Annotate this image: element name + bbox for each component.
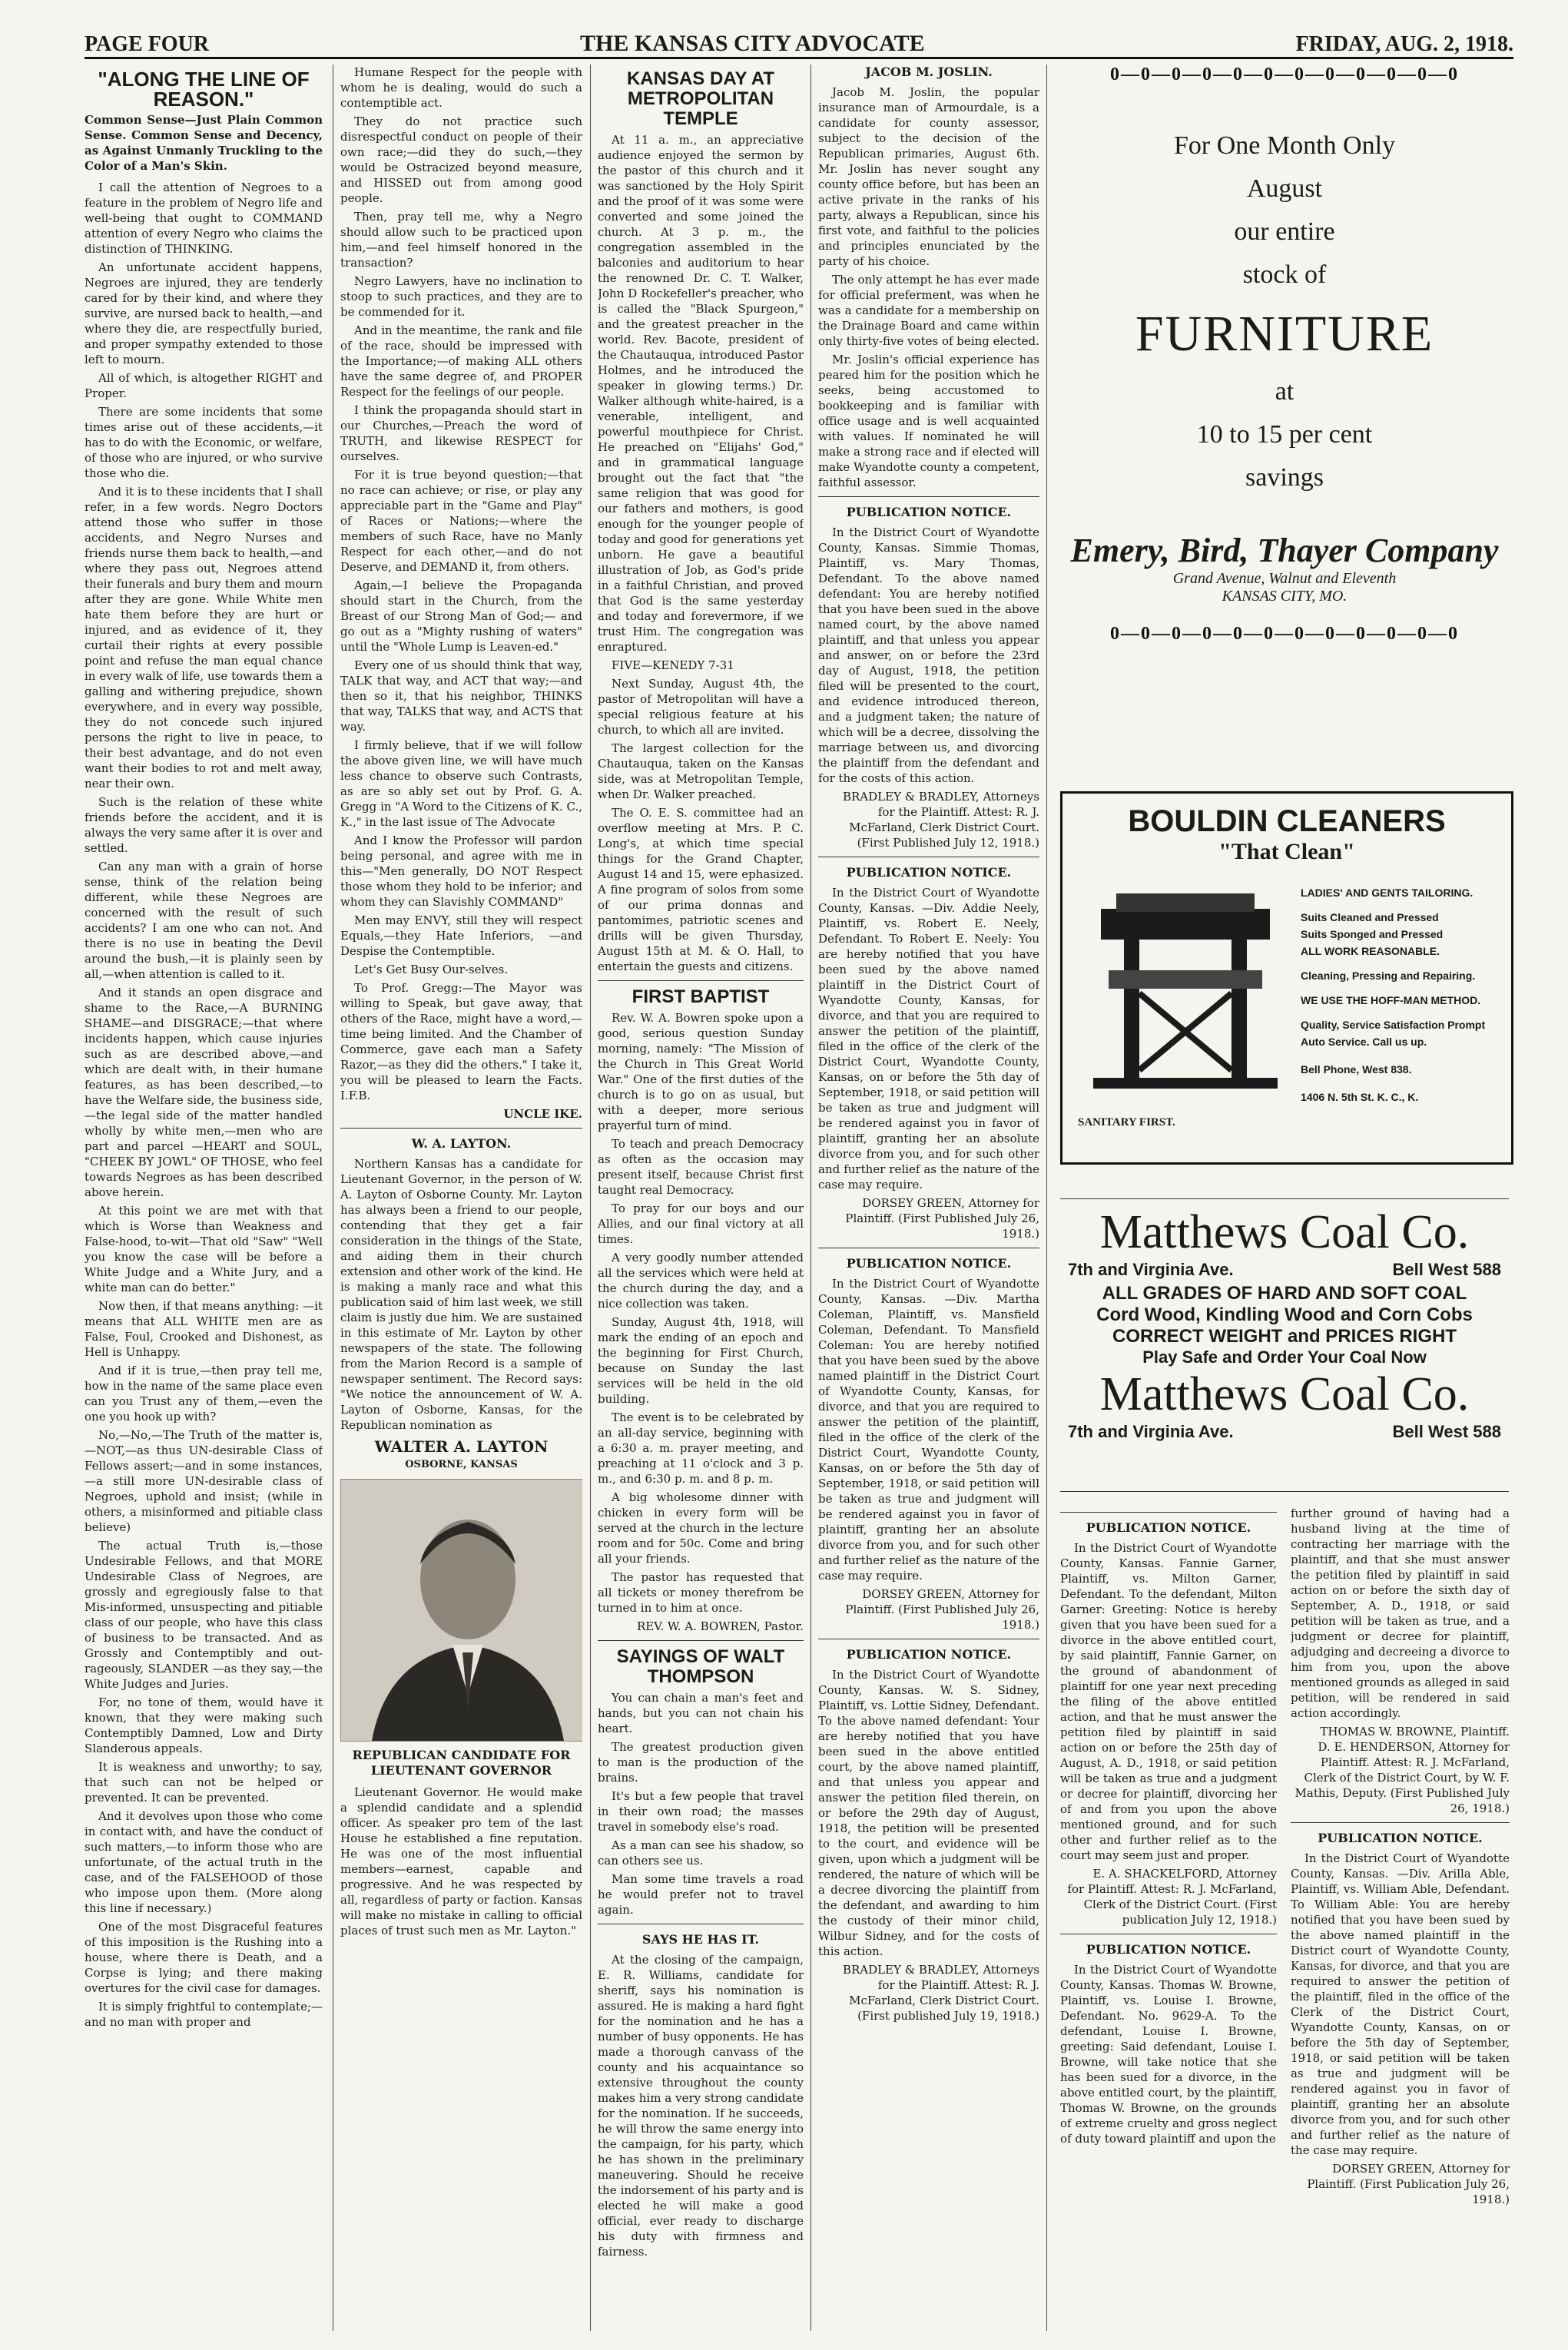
paragraph: Sunday, August 4th, 1918, will mark the ending of an epoch and the beginning for First Church, because on Sunday the last services will be held in the old building. xyxy=(598,1315,804,1406)
saying: As a man can see his shadow, so can others see us. xyxy=(598,1838,804,1868)
paragraph: At this point we are met with that which is Worse than Weakness and False-hood, to-wit—That old "Saw" "Well you know the case will be before a White Judge and a White Jury, and a white man can do better." xyxy=(85,1204,323,1294)
layton-portrait xyxy=(340,1479,582,1742)
layton-conclusion: Lieutenant Governor. He would make a splendid candidate and a splendid officer. As speaker pro tem of the last House he established a fine reputation. He was one of the most influential members—earnest, capable and progressive. And he was respected by all, regardless of party or faction. Kansas will make no mistake in calling to official places of trust such men as Mr. Layton." xyxy=(340,1785,582,1937)
paragraph: And it is to these incidents that I shall refer, in a few words. Negro Doctors attend those who suffer in those accidents, and Negro Nurses and friends nurse them back to health,—and where they pass out, Negroes attend their funerals and bury them and mourn after they are gone. While White men hate them before they are hurt or injured, and as evidence of it, they curtail their rights at every possible point and refuse the man equal chance in every walk of life, use towards them a galling and withering prejudice, shown everywhere, and in every way possible, they do not concede such injured persons the right to live in peace, to their best advantage, and do not even want their bodies to rot and melt away, near their own. xyxy=(85,485,323,791)
notice-headline: PUBLICATION NOTICE. xyxy=(846,865,1012,880)
notice-signature: BRADLEY & BRADLEY, Attorneys for the Plaintiff. Attest: R. J. McFarland, Clerk District Court. (First Published July 12, 1918.) xyxy=(842,790,1039,850)
paragraph: Let's Get Busy Our-selves. xyxy=(354,963,509,976)
ad-line: ALL WORK REASONABLE. xyxy=(1301,945,1440,957)
ad-line: Suits Sponged and Pressed xyxy=(1301,928,1444,940)
ad-address: 1406 N. 5th St. xyxy=(1301,1091,1374,1103)
paragraph: The only attempt he has ever made for official preferment, was when he was a candidate for a membership on the Drainage Board and came within only thirty-five votes of being elected. xyxy=(818,273,1039,348)
paragraph: To Prof. Gregg:—The Mayor was willing to Speak, but gave away, that others of the Race, might have a word,—time being limited. And the Chamber of Commerce, gave each man a Safety Razor,—as they did the others." I take it, you will be pleased to learn the Facts. I.F.B. xyxy=(340,981,582,1102)
ad-line: CORRECT WEIGHT and PRICES RIGHT xyxy=(1112,1326,1457,1347)
company-logo: Emery, Bird, Thayer Company xyxy=(1070,532,1499,569)
newspaper-title: THE KANSAS CITY ADVOCATE xyxy=(579,31,925,56)
sayings-body xyxy=(598,1690,804,1917)
pressing-machine-illustration xyxy=(1078,878,1293,1109)
first-baptist-headline: FIRST BAPTIST xyxy=(632,986,770,1007)
ad-line: LADIES' AND GENTS TAILORING. xyxy=(1301,887,1474,899)
notice-headline: PUBLICATION NOTICE. xyxy=(1318,1831,1483,1845)
article-subhead: Common Sense—Just Plain Common Sense. Common Sense and Decency, as Against Unmanly Truckling to the Color of a Man's Skin. xyxy=(85,113,323,173)
baptist-signoff: REV. W. A. BOWREN, Pastor. xyxy=(636,1619,804,1633)
paragraph: Such is the relation of these white friends before the accident, and it is always the very same after it is over and settled. xyxy=(85,795,323,855)
issue-date: FRIDAY, AUG. 2, 1918. xyxy=(1295,32,1513,56)
paragraph: And it devolves upon those who come in contact with, and have the conduct of such matters,—to inform those who are unfortunate, of the actual truth in the case, and of the FALSEHOOD of those who impose upon them. (More along this line if necessary.) xyxy=(85,1809,323,1915)
column-1 xyxy=(85,65,323,2331)
notice-headline: PUBLICATION NOTICE. xyxy=(846,1647,1012,1662)
notice-body: In the District Court of Wyandotte County, Kansas. —Div. Addie Neely, Plaintiff, vs. Robert E. Neely, Defendant. To Robert E. Neely: You are hereby notified that you have been sued by the above named plaintiff in the District Court of Wyandotte County, Kansas, for divorce, and that you are required to answer the petition of the plaintiff, filed in the office of the clerk of the District Court, Wyandotte County, Kansas, on or before the 5th day of September, 1918, or said petition will be taken as true and judgment will be rendered against you in favor of plaintiff, granting her an absolute divorce from you, and for such other and further relief as the nature of the case may require. xyxy=(818,886,1039,1192)
notice-headline: PUBLICATION NOTICE. xyxy=(1086,1520,1251,1535)
paragraph: A big wholesome dinner with chicken in every form will be served at the church in the lecture room and for 50c. Come and bring all your friends. xyxy=(598,1490,804,1566)
ad-line: 10 to 15 per cent xyxy=(1196,420,1373,449)
layton-body xyxy=(340,1156,582,1433)
notice-signature: DORSEY GREEN, Attorney for Plaintiff. (First Publication July 26, 1918.) xyxy=(1307,2162,1510,2206)
paragraph: It is simply frightful to contemplate;—and no man with proper and xyxy=(85,2000,323,2029)
paragraph: To teach and preach Democracy as often as the occasion may present itself, because Christ first taught real Democracy. xyxy=(598,1137,804,1197)
paragraph: At 11 a. m., an appreciative audience enjoyed the sermon by the pastor of this church and it was sanctioned by the Holy Spirit and the proof of it was some were converted and some joined the church. At 3 p. m., the congregation assembled in the balconies and auditorium to hear the renowned Dr. C. T. Walker, John D Rockefeller's preacher, who is called the "Black Spurgeon," and the greatest preacher in the world. Rev. Bacote, president of the Chautauqua, introduced Pastor Holmes, and he introduced the speaker in glowing terms.) Dr. Walker although white-haired, is a venerable, intelligent, and powerful mouthpiece for Christ. He preached on "Elijahs' God," and in grammatical language brought out the fact that "the same religion that was good for our fathers and mothers, is good enough for the younger people of today and good for generations yet unborn. He gave a beautiful illustration of Job, as God's pride in a faithful Christian, and proved that God is the same yesterday and today and forevermore, if we trust Him. The congregation was enraptured. xyxy=(598,133,804,654)
notice-body: In the District Court of Wyandotte County, Kansas. W. S. Sidney, Plaintiff, vs. Lottie Sidney, Defendant. To the above named defendant: Your are hereby notified that you have been sued in the above entitled court, by the above named plaintiff, and that unless you appear and answer the petition filed therein, on or before the 29th day of August, 1918, the petition will be presented to the court, and evidence will be given, upon which a judgment will be rendered, the nature of which will be a decree divorcing the plaintiff from the defendant, and awarding to him the custody of their minor child, Wilbur Sidney, and for the costs of this action. xyxy=(818,1668,1039,1958)
divider xyxy=(1060,1512,1277,1513)
masthead xyxy=(85,31,1513,59)
ad-line: WE USE THE HOFF-MAN METHOD. xyxy=(1301,994,1481,1006)
ad-title: BOULDIN CLEANERS xyxy=(1128,804,1446,838)
saying: It's but a few people that travel in their own road; the masses travel in somebody else's road. xyxy=(598,1789,804,1834)
paragraph: For, no tone of them, would have it known, that they were making such Contemptibly Damned, Low and Dirty Slanderous appeals. xyxy=(85,1695,323,1755)
paragraph: Every one of us should think that way, TALK that way, and ACT that way;—and then so it, that his neighbor, THINKS that way, TALKS that way, and ACTS that way. xyxy=(340,658,582,734)
ad-line: For One Month Only xyxy=(1173,131,1396,160)
paragraph: And if it is true,—then pray tell me, how in the name of the same place even can you Trust any of them,—even the one you hook up with? xyxy=(85,1364,323,1424)
paragraph: The O. E. S. committee had an overflow meeting at Mrs. P. C. Long's, at which time special things for the Grand Chapter, August 14 and 15, were ephasized. A fine program of solos from some of our prima donnas and pantomimes, patriotic scenes and drills will be given Thursday, August 15th at M. & O. Hall, to entertain the guests and citizens. xyxy=(598,806,804,973)
notice-body: In the District Court of Wyandotte County, Kansas. —Div. Arilla Able, Plaintiff, vs. William Able, Defendant. To William Able: You are hereby notified that you have been sued by the above named plaintiff in the District court of Wyandotte County, Kansas, for divorce, and that you are required to answer the petition of the plaintiff, filed in the office of the Clerk of the District Court, Wyandotte County, Kansas, on or before the 5th day of September, 1918, or said petition will be taken as true and judgment will be rendered against you in favor of plaintiff, granting her an absolute divorce from you, and for such other and further relief as the nature of the case may require. xyxy=(1291,1851,1510,2157)
column-divider xyxy=(1046,65,1047,2331)
notice-body: In the District Court of Wyandotte County, Kansas. Thomas W. Browne, Plaintiff, vs. Louise I. Browne, Defendant. No. 9629-A. To the defendant, Louise I. Browne, greeting: Said defendant, Louise I. Browne, will take notice that she has been sued for a divorce, in the above entitled court, by the plaintiff, Thomas W. Browne, on the grounds of extreme cruelty and gross neglect of duty toward plaintiff and upon the xyxy=(1060,1963,1277,2146)
divider xyxy=(340,1128,582,1129)
notice-signature: E. A. SHACKELFORD, Attorney for Plaintiff. Attest: R. J. McFarland, Clerk of the District Court. (First publication July 12, 1918.) xyxy=(1067,1867,1277,1927)
divider xyxy=(598,980,804,981)
notice-body: In the District Court of Wyandotte County, Kansas. —Div. Martha Coleman, Plaintiff, vs. Mansfield Coleman, Defendant. To Mansfield Coleman: You are hereby notified that you have been sued by the above named plaintiff in the District Court of Wyandotte County, Kansas, for divorce, and that you are required to answer the petition of the plaintiff, filed in the office of the clerk of the District Court, Wyandotte County, Kansas, on or before the 5th day of September, 1918, or said petition will be taken as true and judgment will be rendered against you in favor of plaintiff, granting her an absolute divorce from you, and for such other and further relief as the nature of the case may require. xyxy=(818,1277,1039,1583)
ad-title: Matthews Coal Co. xyxy=(1099,1206,1470,1258)
notice-continued: further ground of having had a husband living at the time of contracting her marriage with the plaintiff, and that she must answer the petition filed by plaintiff in said action on or before the sixth day of September, A. D., 1918, or said petition will be taken as true, and a judgment or decree for plaintiff, adjudging and decreeing a divorce to him from you, upon the above mentioned grounds as alleged in said petition, will be rendered in said action accordingly. xyxy=(1291,1506,1510,1720)
paragraph: All of which, is altogether RIGHT and Proper. xyxy=(85,371,323,400)
paragraph: Then, pray tell me, why a Negro should allow such to be practiced upon him,—and feel himself honored in the transaction? xyxy=(340,210,582,270)
paragraph: Again,—I believe the Propaganda should start in the Church, from the Breast of our Strong Man of God;— and go out as a "Mighty rushing of waters" until the "Whole Lump is Leaven-ed." xyxy=(340,578,582,654)
company-city: KANSAS CITY, MO. xyxy=(1222,588,1348,605)
paragraph: They do not practice such disrespectful conduct on people of their own race;—did they do such,—they would be Ostracized beyond measure, and HISSED out from among good people. xyxy=(340,114,582,205)
ad-title-repeat: Matthews Coal Co. xyxy=(1099,1368,1470,1420)
paragraph: An unfortunate accident happens, Negroes are injured, they are tenderly cared for by their kind, and where they survive, are nursed back to health,—and where they die, are respectfully buried, and proper sympathy extended to those left to mourn. xyxy=(85,260,323,366)
notice-headline: PUBLICATION NOTICE. xyxy=(846,505,1012,519)
notice-body: In the District Court of Wyandotte County, Kansas. Simmie Thomas, Plaintiff, vs. Mary Thomas, Defendant. To the above named defendant: You are hereby notified that you have been sued in the above named court, by the above named plaintiff, and that unless you appear and answer, on or before the 23rd day of August, 1918, the petition filed will be presented to the court, and evidence introduced thereon, and a judgment taken; the nature of which will be a decree, dissolving the marriage between us, and divorcing the plaintiff from the defendant and for the costs of this action. xyxy=(818,525,1039,785)
notice-signature: DORSEY GREEN, Attorney for Plaintiff. (First Published July 26, 1918.) xyxy=(845,1587,1039,1632)
paragraph: It is weakness and unworthy; to say, that such can not be helped or prevented. It can be prevented. xyxy=(85,1760,323,1805)
ad-line: stock of xyxy=(1242,260,1327,289)
bouldin-cleaners-advertisement xyxy=(1060,791,1513,1165)
paragraph: Next Sunday, August 4th, the pastor of Metropolitan will have a special religious feature at his church, to which all are invited. xyxy=(598,677,804,737)
paragraph: The largest collection for the Chautauqua, taken on the Kansas side, was at Metropolitan Temple, when Dr. Walker preached. xyxy=(598,741,804,801)
divider xyxy=(1291,1822,1510,1823)
ad-line: Quality, Service Satisfaction Prompt Auto Service. Call us up. xyxy=(1301,1019,1486,1048)
notice-signature: BRADLEY & BRADLEY, Attorneys for the Plaintiff. Attest: R. J. McFarland, Clerk District Court. (First published July 19, 1918.) xyxy=(842,1963,1039,2023)
joslin-body xyxy=(818,85,1039,490)
saying: You can chain a man's feet and hands, but you can not chain his heart. xyxy=(598,1691,804,1735)
column-2 xyxy=(340,65,582,2331)
paragraph: I firmly believe, that if we will follow the above given line, we will have much less chance to observe such Contrasts, as are so ably set out by Prof. G. A. Gregg in "A Word to the Citizens of K. C., K.," in the last issue of The Advocate xyxy=(340,738,582,829)
ad-address: 7th and Virginia Ave. xyxy=(1068,1260,1234,1279)
column-5 xyxy=(1060,1506,1277,2332)
portrait-caption: REPUBLICAN CANDIDATE FOR LIEUTENANT GOVERNOR xyxy=(352,1748,571,1778)
paragraph: And it stands an open disgrace and shame to the Race,—A BURNING SHAME—and DISGRACE;—that where incidents happen, which cause injuries such as are described above,—and which are dealt with, in their humane features, as has been described,—to have the Welfare side, the business side,—the legal side of the matter handled wholly by white men,—men who are part and parcel —HEART and SOUL, "CHEEK BY JOWL" OF THOSE, who feel towards Negroes as has been described above herein. xyxy=(85,986,323,1199)
ad-border-bottom: 0—0—0—0—0—0—0—0—0—0—0—0 xyxy=(1110,624,1459,644)
paragraph: A very goodly number attended all the services which were held at the church during the day, and a nice collection was taken. xyxy=(598,1251,804,1311)
article-headline: "ALONG THE LINE OF REASON." xyxy=(98,68,310,111)
divider xyxy=(818,496,1039,497)
ad-tagline: SANITARY FIRST. xyxy=(1078,1116,1175,1129)
saying: The greatest production given to man is the production of the brains. xyxy=(598,1740,804,1785)
legal-notices xyxy=(818,496,1039,2024)
signoff: UNCLE IKE. xyxy=(503,1107,582,1121)
ad-phone: Bell West 588 xyxy=(1392,1260,1501,1279)
ad-line: at xyxy=(1275,377,1295,406)
paragraph: One of the most Disgraceful features of this imposition is the Rushing into a house, where there is Death, and a Corpse is lying; and there making overtures for the civil case for damages. xyxy=(85,1920,323,1995)
paragraph: Mr. Joslin's official experience has peared him for the position which he seeks, being accustomed to bookkeeping and is familiar with office usage and is well acquainted with values. If nominated he will make a strong race and if elected will make Wyandotte county a competent, faithful assessor. xyxy=(818,353,1039,489)
portrait-name: WALTER A. LAYTON xyxy=(374,1437,549,1456)
paragraph: FIVE—KENEDY 7-31 xyxy=(612,658,734,672)
ad-slogan: "That Clean" xyxy=(1218,839,1355,864)
paragraph: Men may ENVY, still they will respect Equals,—they Hate Inferiors, —and Despise the Contemptible. xyxy=(340,913,582,958)
saying: Man some time travels a road he would prefer not to travel again. xyxy=(598,1872,804,1917)
paragraph: Rev. W. A. Bowren spoke upon a good, serious question Sunday morning, namely: "The Mission of the Church in This Great World War." One of the first duties of the church is to go on as usual, but with a deeper, more serious prayerful turn of mind. xyxy=(598,1011,804,1132)
paragraph: For it is true beyond question;—that no race can achieve; or rise, or play any appreciable part in the "Game and Play" of Races or Nations;—where the members of such Race, have no Manly Respect for each other,—and do not Deserve, and DEMAND it, from others. xyxy=(340,468,582,574)
article-body-continued xyxy=(340,65,582,1103)
paragraph: And in the meantime, the rank and file of the race, should be impressed with the Importance;—of making ALL others have the same degree of, and PROPER Respect for the feelings of our people. xyxy=(340,323,582,399)
furniture-advertisement xyxy=(1054,65,1515,756)
ad-phone: Bell West 588 xyxy=(1392,1422,1501,1441)
ad-border-top: 0—0—0—0—0—0—0—0—0—0—0—0 xyxy=(1110,65,1459,85)
divider xyxy=(598,1640,804,1641)
portrait-place: OSBORNE, KANSAS xyxy=(405,1459,518,1470)
article-body xyxy=(85,180,323,2030)
company-address: Grand Avenue, Walnut and Eleventh xyxy=(1172,570,1397,587)
paragraph: No,—No,—The Truth of the matter is,—NOT,—as thus UN-desirable Class of Fellows assert;—and in some instances,—a still more UN-desirable class of Negroes, uphold and insist; (while in others, a misinformed and pitiable class believe) xyxy=(85,1428,323,1534)
paragraph: The pastor has requested that all tickets or money therefrom be turned in to him at once. xyxy=(598,1570,804,1615)
paragraph: And I know the Professor will pardon being personal, and agree with me in this—"Men generally, DO NOT Respect those whom they hold to be inferior; and whom they can Slavishly COMMAND" xyxy=(340,834,582,909)
ad-line: Cord Wood, Kindling Wood and Corn Cobs xyxy=(1096,1304,1473,1325)
notice-signature: DORSEY GREEN, Attorney for Plaintiff. (First Published July 26, 1918.) xyxy=(845,1196,1039,1241)
notice-signature: THOMAS W. BROWNE, Plaintiff. D. E. HENDERSON, Attorney for Plaintiff. Attest: R. J. McFarland, Clerk of the District Court, by W. F. Mathis, Deputy. (First Published July 26, 1918.) xyxy=(1295,1725,1510,1815)
first-baptist-body xyxy=(598,1010,804,1616)
column-4 xyxy=(818,65,1039,2331)
column-6 xyxy=(1291,1506,1510,2332)
ad-line: ALL GRADES OF HARD AND SOFT COAL xyxy=(1102,1283,1467,1304)
says-he-has-it-body: At the closing of the campaign, E. R. Williams, candidate for sheriff, says his nomination is assured. He is making a hard fight for the nomination and he has a number of busy opponents. He has made a thorough canvass of the county and his acquaintance so extensive throughout the county makes him a very strong candidate for the nomination. If he succeeds, he will throw the same energy into the campaign, for his party, which he has shown in the preliminary maneuvering. Should he receive the indorsement of his party and is elected he will make a good official, ever ready to discharge his duty with firmness and fairness. xyxy=(598,1953,804,2259)
paragraph: Negro Lawyers, have no inclination to stoop to such practices, and they are to be commended for it. xyxy=(340,274,582,319)
ad-line: Play Safe and Order Your Coal Now xyxy=(1142,1347,1427,1367)
paragraph: To pray for our boys and our Allies, and our final victory at all times. xyxy=(598,1202,804,1246)
ad-headline: FURNITURE xyxy=(1135,306,1434,362)
kansas-day-body xyxy=(598,132,804,974)
paragraph: The event is to be celebrated by an all-day service, beginning with a 6:30 a. m. prayer meeting, and preaching at 11 o'clock and 3 p. m., and 6:30 p. m. and 8 p. m. xyxy=(598,1410,804,1486)
column-divider xyxy=(590,65,591,2331)
legal-notices xyxy=(1060,1512,1277,2146)
page-number: PAGE FOUR xyxy=(85,32,210,56)
paragraph: Can any man with a grain of horse sense, think of the relation being different, while these Negroes are concerned with the result of such accidents? I am one who can not. And there is no use in beating the Devil around the bush,—it is plainly seen by all,—when attention is called to it. xyxy=(85,860,323,981)
sayings-headline: SAYINGS OF WALT THOMPSON xyxy=(616,1646,785,1687)
ad-city: K. C., K. xyxy=(1377,1091,1419,1103)
ad-line: Suits Cleaned and Pressed xyxy=(1301,911,1439,923)
paragraph: Humane Respect for the people with whom he is dealing, would do such a contemptible act. xyxy=(340,65,582,110)
paragraph: Now then, if that means anything: —it means that ALL WHITE men are as False, Foul, Crooked and Dishonest, as Hell is Unhappy. xyxy=(85,1299,323,1359)
paragraph: The actual Truth is,—those Undesirable Fellows, and that MORE Undesirable Class of Negroes, are grossly and egregiously false to that Mis-informed, unsuspecting and pitiable class of our people, who have this class of business to be transacted. And as Grossly and Contemptibly and out-rageously, SLANDER —as they say,—the White Judges and Juries. xyxy=(85,1539,323,1691)
joslin-headline: JACOB M. JOSLIN. xyxy=(865,65,993,79)
ad-line: savings xyxy=(1245,463,1324,492)
paragraph: I think the propaganda should start in our Churches,—Preach the word of TRUTH, and likewise RESPECT for ourselves. xyxy=(340,403,582,463)
ad-phone: Bell Phone, West 838. xyxy=(1301,1063,1412,1076)
kansas-day-headline: KANSAS DAY AT METROPOLITAN TEMPLE xyxy=(626,68,775,129)
ad-line: Cleaning, Pressing and Repairing. xyxy=(1301,969,1476,982)
column-3 xyxy=(598,65,804,2331)
portrait-image xyxy=(341,1480,582,1741)
ad-line: August xyxy=(1246,174,1323,203)
paragraph: I call the attention of Negroes to a feature in the problem of Negro life and well-being that ought to COMMAND attention of every Negro who claims the distinction of THINKING. xyxy=(85,181,323,256)
notice-headline: PUBLICATION NOTICE. xyxy=(1086,1942,1251,1957)
matthews-coal-advertisement xyxy=(1060,1198,1509,1492)
paragraph: Northern Kansas has a candidate for Lieutenant Governor, in the person of W. A. Layton of Osborne County. Mr. Layton has always been a friend to our people, contending that they get a fair consideration in the things of the State, and aiding them in their church extension and other work of the kind. He is making a manly race and what this publication said of him last week, we still claim is justly due him. We are sustained in this estimate of Mr. Layton by other newspapers of the state. The following from the Marion Record is a sample of newspaper sentiment. The Record says: "We notice the announcement of W. A. Layton of Osborne, Kansas, for the Republican nomination as xyxy=(340,1157,582,1432)
ad-line: our entire xyxy=(1234,217,1335,246)
notice-body: In the District Court of Wyandotte County, Kansas. Fannie Garner, Plaintiff, vs. Milton Garner, Defendant. To the defendant, Milton Garner: Greeting: Notice is hereby given that you have been sued for a divorce in the above entitled court, by said plaintiff, Fannie Garner, on the ground of abandonment of plaintiff for one year next preceding the filing of the above entitled action, and that he must answer the petition filed by plaintiff in said action on or before the 25th day of August, A. D., 1918, or said petition will be taken as true and a judgment or decree for plaintiff, divorcing her of and from you upon the above mentioned ground, and for such other and further relief as to the court may seem just and proper. xyxy=(1060,1541,1277,1862)
notice-headline: PUBLICATION NOTICE. xyxy=(846,1256,1012,1271)
layton-headline: W. A. LAYTON. xyxy=(411,1136,512,1151)
paragraph: Jacob M. Joslin, the popular insurance man of Armourdale, is a candidate for county assessor, subject to the decision of the Republican primaries, August 6th. Mr. Joslin has never sought any county office before, but has been an active private in the ranks of his party, always a Republican, since his first vote, and faithful to the policies and principles enunciated by the party of his choice. xyxy=(818,85,1039,268)
ad-address: 7th and Virginia Ave. xyxy=(1068,1422,1234,1441)
says-he-has-it-headline: SAYS HE HAS IT. xyxy=(641,1932,760,1947)
paragraph: There are some incidents that some times arise out of these accidents,—it has to do with the Economic, or welfare, of those who are injured, or who survive those who die. xyxy=(85,405,323,480)
